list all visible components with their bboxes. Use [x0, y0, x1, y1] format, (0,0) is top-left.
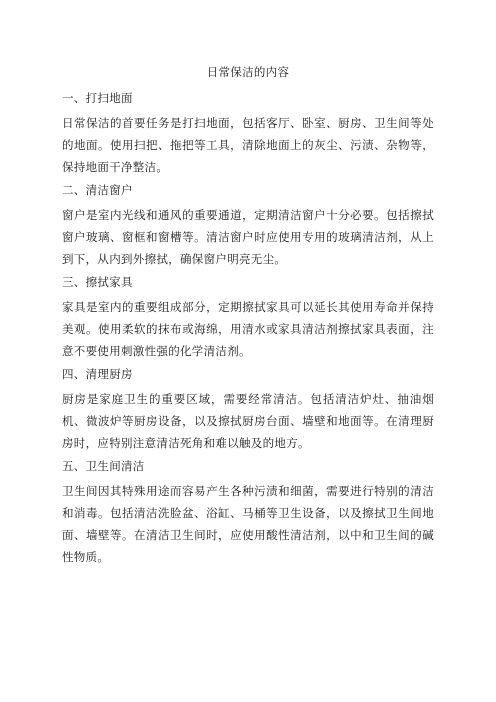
section-paragraph: 卫生间因其特殊用途而容易产生各种污渍和细菌，需要进行特别的清洁和消毒。包括清洁洗脸盆、浴缸、马桶等卫生设备，以及擦拭卫生间地面、墙壁等。在清洁卫生间时，应使用酸性清洁剂，以中和卫生间的碱性物质。	[62, 484, 434, 564]
section-sweep-floor	[62, 90, 434, 178]
section-paragraph: 日常保洁的首要任务是打扫地面，包括客厅、卧室、厨房、卫生间等处的地面。使用扫把、拖把等工具，清除地面上的灰尘、污渍、杂物等，保持地面干净整洁。	[62, 116, 434, 174]
section-paragraph: 家具是室内的重要组成部分，定期擦拭家具可以延长其使用寿命并保持美观。使用柔软的抹布或海绵，用清水或家具清洁剂擦拭家具表面，注意不要使用刺激性强的化学清洁剂。	[62, 300, 434, 358]
section-paragraph: 窗户是室内光线和通风的重要通道，定期清洁窗户十分必要。包括擦拭窗户玻璃、窗框和窗槽等。清洁窗户时应使用专用的玻璃清洁剂，从上到下，从内到外擦拭，确保窗户明亮无尘。	[62, 208, 434, 266]
document-body	[62, 90, 434, 572]
section-paragraph: 厨房是家庭卫生的重要区域，需要经常清洁。包括清洁炉灶、抽油烟机、微波炉等厨房设备，以及擦拭厨房台面、墙壁和地面等。在清理厨房时，应特别注意清洁死角和难以触及的地方。	[62, 392, 434, 450]
section-heading: 四、清理厨房	[62, 367, 133, 381]
section-clean-windows	[62, 182, 434, 270]
section-heading: 五、卫生间清洁	[62, 459, 145, 473]
section-heading: 一、打扫地面	[62, 91, 133, 105]
section-heading: 三、擦拭家具	[62, 275, 133, 289]
section-clean-kitchen	[62, 366, 434, 454]
section-heading: 二、清洁窗户	[62, 183, 133, 197]
document-title: 日常保洁的内容	[206, 65, 290, 79]
section-wipe-furniture	[62, 274, 434, 362]
section-clean-bathroom	[62, 458, 434, 568]
